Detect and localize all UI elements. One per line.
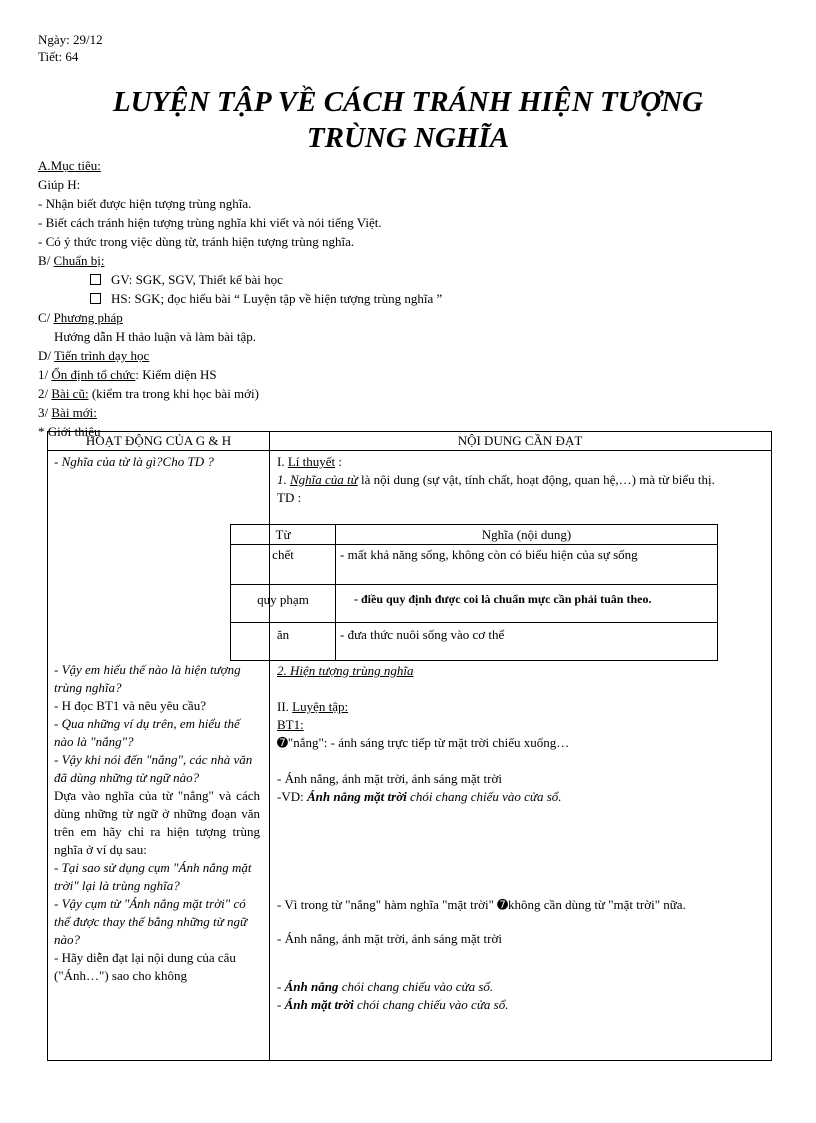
question-2: - Vậy em hiểu thế nào là hiện tượng trùng nghĩa? (54, 662, 241, 695)
rewrite-2-rest: chói chang chiếu vào cửa sổ. (353, 997, 509, 1012)
question-9: - Hãy diễn đạt lại nội dung của câu ("Ánh…") sao cho không (54, 950, 236, 983)
phrases-1: - Ánh nắng, ánh mặt trời, ánh sáng mặt trời (277, 771, 502, 786)
theory-prefix: I. (277, 454, 288, 469)
reason-text: - Vì trong từ "nắng" hàm nghĩa "mặt trời" (277, 897, 498, 912)
theory-heading: Lí thuyết (287, 454, 336, 469)
reason (277, 896, 765, 914)
question-8: - Vậy cụm từ "Ánh nắng mặt trời" có thể được thay thế bằng những từ ngữ nào? (54, 896, 248, 947)
step-3-label: Bài mới: (51, 405, 97, 420)
practice-prefix: II. (277, 699, 293, 714)
example-prefix: -VD: (277, 789, 307, 804)
step-3-prefix: 3/ (38, 405, 52, 420)
definition-number: 1. (277, 472, 290, 487)
prep-heading: Chuẩn bị: (53, 253, 105, 268)
lesson-line: Tiết: 64 (38, 49, 79, 64)
rewrite-2: - Ánh mặt trời chói chang chiếu vào cửa sổ. (277, 997, 509, 1012)
step-3 (38, 403, 798, 422)
rewrite-1-bold: Ánh nắng (284, 979, 339, 994)
theory-colon: : (335, 454, 343, 469)
method-heading: Phương pháp (53, 310, 123, 325)
title-line-2: TRÙNG NGHĨA (306, 122, 510, 154)
content-column (277, 453, 765, 507)
col-header-content: NỘI DUNG CẦN ĐẠT (457, 433, 583, 448)
step-2-rest: (kiểm tra trong khi học bài mới) (88, 386, 259, 401)
question-5: - Vậy khi nói đến "nắng", các nhà văn đã dùng những từ ngữ nào? (54, 752, 253, 785)
question-3: - H đọc BT1 và nêu yêu cầu? (54, 698, 206, 713)
table-row (231, 585, 718, 623)
method-prefix: C/ (38, 310, 54, 325)
step-1-rest: : Kiểm diện HS (135, 367, 217, 382)
goal-1: - Nhận biết được hiện tượng trùng nghĩa. (38, 196, 252, 211)
table-row (231, 623, 718, 661)
word-cell: quy phạm (231, 585, 336, 623)
question-7: - Tại sao sử dụng cụm "Ánh nắng mặt trời" lại là trùng nghĩa? (54, 860, 252, 893)
prep-item-gv (38, 270, 798, 289)
question-6: Dựa vào nghĩa của từ "nắng" và cách dùng những từ ngữ ở những đoạn văn trên em hãy chỉ ra hiện tượng trùng nghĩa ở ví dụ sau: (54, 788, 260, 857)
page-title (40, 84, 776, 156)
title-line-1: LUYỆN TẬP VỀ CÁCH TRÁNH HIỆN TƯỢNG (112, 86, 704, 118)
phrases-2: - Ánh nắng, ánh mặt trời, ánh sáng mặt trời (277, 931, 502, 946)
question-4: - Qua những ví dụ trên, em hiểu thế nào là "nắng"? (54, 716, 240, 749)
step-1-label: Ổn định tổ chức (51, 367, 136, 382)
nang-definition-text: "nắng": - ánh sáng trực tiếp từ mặt trời chiếu xuống… (287, 735, 570, 750)
step-2-prefix: 2/ (38, 386, 52, 401)
prep-2-text: HS: SGK; đọc hiểu bài “ Luyện tập về hiện tượng trùng nghĩa ” (111, 291, 443, 306)
process-prefix: D/ (38, 348, 55, 363)
header-divider (48, 450, 771, 451)
word-cell: chết (231, 545, 336, 585)
lesson-intro (38, 156, 798, 441)
reason-rest: không cần dùng từ "mặt trời" nữa. (508, 897, 686, 912)
arrow-icon: ➐ (277, 735, 288, 750)
prep-1-text: GV: SGK, SGV, Thiết kế bài học (111, 272, 283, 287)
example-sentence (277, 788, 765, 806)
prep-prefix: B/ (38, 253, 54, 268)
definition (277, 471, 765, 489)
arrow-icon: ➐ (497, 897, 509, 912)
subheading-overlap: 2. Hiện tượng trùng nghĩa (277, 663, 414, 678)
table-row (231, 545, 718, 585)
step-2 (38, 384, 798, 403)
rewrite-1-rest: chói chang chiếu vào cửa sổ. (338, 979, 494, 994)
content-column-lower (277, 662, 765, 1014)
step-1-prefix: 1/ (38, 367, 52, 382)
example-bold: Ánh nắng mặt trời (306, 789, 407, 804)
exercise-1-label: BT1: (277, 717, 304, 732)
word-cell: ăn (231, 623, 336, 661)
meaning-table (230, 524, 718, 661)
help-line: Giúp H: (38, 177, 81, 192)
goal-2: - Biết cách tránh hiện tượng trùng nghĩa khi viết và nói tiếng Việt. (38, 215, 382, 230)
rewrite-1: - Ánh nắng chói chang chiếu vào cửa sổ. (277, 979, 494, 994)
rewrite-2-bold: Ánh mặt trời (284, 997, 354, 1012)
process-heading: Tiến trình dạy học (54, 348, 150, 363)
prep-item-hs (38, 289, 798, 308)
definition-term: Nghĩa của từ (290, 472, 358, 487)
meaning-cell: - mất khả năng sống, không còn có biểu hiện của sự sống (336, 545, 718, 585)
col-header-activity: HOẠT ĐỘNG CỦA G & H (85, 433, 232, 448)
definition-text: là nội dung (sự vật, tính chất, hoạt động, quan hệ,…) mà từ biểu thị. (357, 472, 715, 487)
nang-definition (277, 734, 765, 752)
step-2-label: Bài cũ: (51, 386, 89, 401)
date-line: Ngày: 29/12 (38, 32, 103, 47)
checkbox-icon (90, 274, 101, 285)
meaning-table-header (231, 525, 718, 545)
example-rest: chói chang chiếu vào cửa sổ. (406, 789, 562, 804)
goal-3: - Có ý thức trong việc dùng từ, tránh hiện tượng trùng nghĩa. (38, 234, 355, 249)
objectives-heading: A.Mục tiêu: (38, 158, 101, 173)
practice-heading: Luyện tập: (292, 699, 349, 714)
checkbox-icon (90, 293, 101, 304)
meaning-cell: - đưa thức nuôi sống vào cơ thể (336, 623, 718, 661)
meaning-cell: - điều quy định được coi là chuẩn mực cần phải tuân theo. (336, 585, 718, 623)
step-1 (38, 365, 798, 384)
method-text: Hướng dẫn H thảo luận và làm bài tập. (54, 329, 257, 344)
col-word: Từ (231, 525, 336, 545)
intro-item: * Giới thiệu (38, 424, 101, 439)
question-1: - Nghĩa của từ là gì?Cho TD ? (54, 454, 214, 469)
col-meaning: Nghĩa (nội dung) (336, 525, 718, 545)
example-label: TD : (277, 490, 302, 505)
